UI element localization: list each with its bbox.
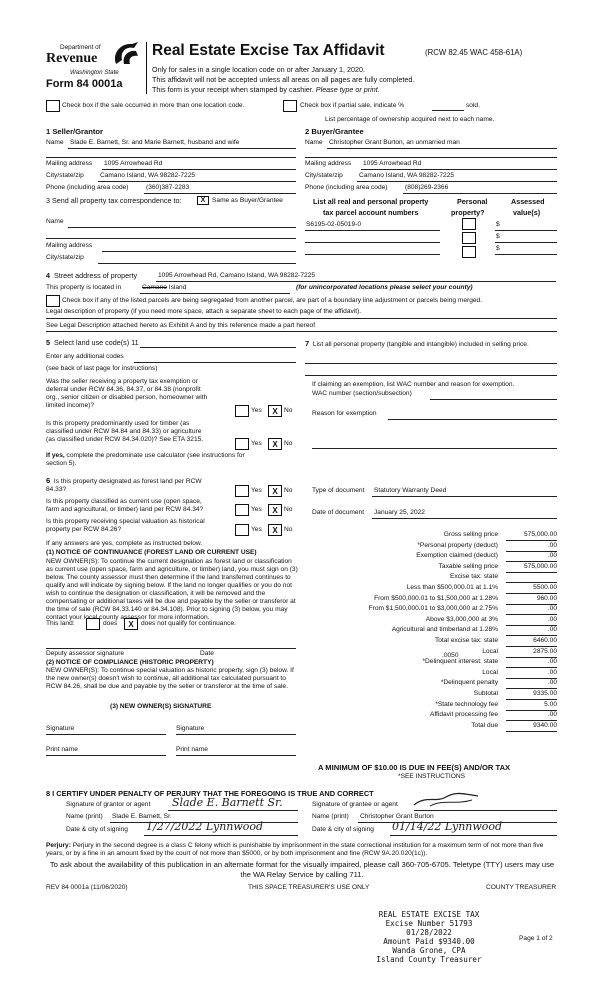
seller-mail-label: Mailing address — [46, 160, 93, 167]
seller-phone[interactable]: (360)387-2283 — [146, 184, 190, 191]
seller-name-label: Name — [46, 139, 64, 146]
grantor-name-label: Name (print) — [66, 813, 103, 820]
seller-name-line — [68, 148, 296, 149]
exemption-claim-note: If claiming an exemption, list WAC number and reason for exemption. — [312, 381, 515, 388]
section7-heading: 7 List all personal property (tangible and intangible) included in selling price. — [305, 339, 529, 348]
tax-row-label: Total due — [471, 721, 498, 729]
dept-line1: Department of — [60, 44, 101, 51]
personal-property-checkbox-2[interactable] — [462, 232, 476, 244]
same-as-buyer-checkbox[interactable]: X — [197, 196, 209, 205]
exemption-yes-label: Yes — [251, 407, 262, 414]
document-type-line — [372, 496, 557, 497]
document-date[interactable]: January 25, 2022 — [374, 509, 425, 516]
legal-description-label: Legal description of property (if you need more space, attach a separate sheet to each page of the affidavit). — [46, 308, 362, 315]
exemption-no-label: No — [284, 407, 293, 414]
exemption-question: Was the seller receiving a property tax exemption or deferral under RCW 84.36, 84.37, or 84.38 (nonprofit org., senior citizen or disabled person, homeowner with limited income)? — [46, 378, 208, 409]
tax-row-label: Above $3,000,000 at 3% — [425, 615, 498, 623]
forest-yes-checkbox[interactable] — [235, 485, 249, 497]
buyer-phone-line — [403, 193, 557, 194]
seller-mail[interactable]: 1095 Arrowhead Rd — [104, 160, 163, 167]
seller-city-label: City/state/zip — [46, 172, 84, 179]
tax-row-value[interactable]: .00 — [547, 626, 557, 634]
property-address[interactable]: 1095 Arrowhead Rd, Camano Island, WA 98282-7225 — [158, 272, 316, 279]
timber-no-checkbox[interactable]: X — [268, 438, 282, 450]
if-yes-note: If yes, complete the predominate use calculator (see instructions for — [46, 452, 245, 459]
legal-description-value[interactable]: See Legal Description attached hereto as Exhibit A and by this reference made a part hereof — [46, 322, 316, 329]
form-number: Form 84 0001a — [46, 78, 123, 90]
document-type[interactable]: Statutory Warranty Deed — [374, 487, 447, 494]
personal-property-checkbox-1[interactable] — [462, 218, 476, 230]
located-line — [140, 293, 290, 294]
personal-property-line-2[interactable] — [305, 375, 557, 376]
section5-heading: 5 Select land use code(s) 11 — [46, 338, 139, 347]
stamp-line: 01/28/2022 — [406, 928, 452, 937]
buyer-name[interactable]: Christopher Grant Burton, an unmarried man — [329, 139, 460, 146]
forest-land-question: 6 Is this property designated as forest land per RCW 84.33? — [46, 476, 202, 493]
owner-print-line-2[interactable] — [176, 755, 296, 756]
assessed-line-2[interactable] — [495, 242, 557, 243]
seller-name-line-2 — [46, 157, 296, 158]
notice-continuance-heading: (1) NOTICE OF CONTINUANCE (FOREST LAND OR CURRENT USE) — [46, 549, 257, 556]
assessed-line-3[interactable] — [495, 254, 557, 255]
tax-row-value[interactable]: .00 — [547, 605, 557, 613]
note-2: This affidavit will not be accepted unless all areas on all pages are fully completed. — [152, 75, 415, 84]
owner-signature-label-2: Signature — [176, 725, 205, 732]
tax-row-value[interactable]: 6460.00 — [533, 637, 557, 644]
multi-location-label: Check box if the sale occurred in more than one location code. — [62, 102, 245, 109]
located-value[interactable]: Camano Island — [142, 284, 187, 291]
seller-mail-line — [102, 169, 296, 170]
buyer-name-label: Name — [305, 139, 323, 146]
stamp-line: REAL ESTATE EXCISE TAX — [378, 910, 480, 919]
tax-row-label: Exemption claimed (deduct) — [416, 552, 498, 560]
segregated-checkbox[interactable] — [46, 295, 60, 307]
property-address-line — [156, 281, 556, 282]
land-does-label: does — [103, 620, 118, 627]
new-owner-signature-heading: (3) NEW OWNER(S) SIGNATURE — [110, 703, 212, 710]
assessed-dollar-1: $ — [496, 221, 500, 228]
tax-row-value[interactable]: 575,000.00 — [523, 531, 557, 538]
assessed-heading-1: Assessed — [511, 197, 545, 206]
parcel-line-3 — [305, 254, 440, 255]
same-as-buyer-label: Same as Buyer/Grantee — [212, 197, 283, 204]
personal-heading-1: Personal — [457, 197, 488, 206]
treasurer-stamp — [354, 910, 504, 964]
grantee-signature-line — [414, 810, 557, 811]
minimum-due-notice: A MINIMUM OF $10.00 IS DUE IN FEE(S) AND/OR TAX — [318, 763, 511, 772]
document-type-label: Type of document — [312, 487, 365, 494]
grantee-date-line — [390, 835, 557, 836]
forest-no-label: No — [284, 487, 293, 494]
grantor-name[interactable]: Slade E. Barnett, Sr. — [112, 813, 172, 820]
tax-row-label: Gross selling price — [443, 531, 498, 538]
tax-row-label: Local — [482, 668, 498, 676]
historic-no-label: No — [284, 526, 293, 533]
exemption-reason-label: Reason for exemption — [312, 410, 377, 417]
seller-city-line — [98, 181, 296, 182]
parcel-number[interactable]: S6195-02-05019-0 — [306, 221, 361, 228]
section3-city-label: City/state/zip — [46, 254, 84, 261]
stamp-line: Wanda Grone, CPA — [392, 946, 466, 955]
land-does-not-checkbox[interactable]: X — [124, 618, 138, 630]
current-use-no-checkbox[interactable]: X — [268, 504, 282, 516]
personal-property-line-1[interactable] — [305, 363, 557, 364]
dept-line2: Revenue — [46, 51, 98, 66]
tax-row-value[interactable]: 5500.00 — [533, 584, 557, 591]
timber-no-label: No — [284, 440, 293, 447]
owner-signature-line-1[interactable] — [46, 734, 166, 735]
historic-yes-checkbox[interactable] — [235, 524, 249, 536]
timber-yes-checkbox[interactable] — [235, 438, 249, 450]
header-divider — [146, 42, 147, 94]
seller-heading: 1 Seller/Grantor — [46, 127, 103, 136]
current-use-question: Is this property classified as current use (open space, farm and agricultural, or timber) land per RCW 84.34? — [46, 498, 204, 513]
buyer-mail-label: Mailing address — [305, 160, 352, 167]
stamp-line: Excise Number 51793 — [385, 919, 473, 928]
tax-row-value[interactable]: .00 — [547, 541, 557, 549]
tax-row-label: Affidavit processing fee — [429, 711, 498, 719]
historic-no-checkbox[interactable]: X — [268, 524, 282, 536]
tax-row-label: *Delinquent penalty — [440, 679, 498, 687]
buyer-phone-label: Phone (including area code) — [305, 184, 388, 191]
section3-name-line[interactable] — [68, 227, 296, 228]
wac-number-label: WAC number (section/subsection) — [312, 390, 412, 397]
tax-row-value[interactable]: 9340.00 — [533, 721, 557, 729]
buyer-name-line — [327, 148, 557, 149]
revenue-logo-icon — [110, 40, 142, 68]
exemption-no-checkbox[interactable]: X — [268, 405, 282, 417]
tax-row-value[interactable]: .00 — [547, 679, 557, 687]
notice-continuance-text: NEW OWNER(S): To continue the current designation as forest land or classification as current use (open space, farm and agriculture, or timber) land, you must sign on (3) below. The county assessor must then determine if the land transferred continues to qualify and will indicate by signing below. If the land no longer qualifies or you do not wish to continue the designation or classification, it will be removed and the compensating or additional taxes will be due and payable by the seller or transferor at the time of sale (RCW 84.33.140 or 84.34.108). Prior to signing (3) below, you may contact your local county assessor for more information. — [46, 558, 298, 621]
owner-signature-line-2[interactable] — [176, 734, 296, 735]
this-land-label: This land: — [46, 620, 75, 627]
tax-row-label: Agricultural and timberland at 1.28% — [391, 626, 498, 634]
historic-yes-label: Yes — [251, 526, 262, 533]
section3-name-label: Name — [46, 218, 64, 225]
partial-sale-label: Check box if partial sale, indicate % — [300, 102, 405, 109]
owner-print-label-2: Print name — [176, 746, 208, 753]
tax-row-label: Excise tax: state — [449, 573, 498, 581]
historic-question: Is this property receiving special valuation as historical property per RCW 84.26? — [46, 518, 205, 533]
section3-city-line[interactable] — [98, 263, 296, 264]
tax-row-value[interactable]: .00 — [547, 668, 557, 676]
additional-codes-label: Enter any additional codes — [46, 353, 124, 360]
assessed-line-1[interactable] — [495, 230, 557, 231]
tax-row-label: Less than $500,000.01 at 1.1% — [406, 584, 498, 591]
notice-compliance-text: NEW OWNER(S): To continue special valuation as historic property, sign (3) below. If the new owner(s) doesn't wish to continue, all additional tax calculated pursuant to RCW 84.26, shall be due and payable by the seller or transferor at the time of sale. — [46, 667, 294, 690]
deputy-signature-line[interactable] — [46, 648, 296, 649]
document-date-label: Date of document — [312, 509, 365, 516]
tax-row-value[interactable]: .00 — [547, 552, 557, 560]
buyer-heading: 2 Buyer/Grantee — [305, 127, 364, 136]
buyer-phone[interactable]: (808)269-2366 — [405, 184, 449, 191]
list-percentage-note: List percentage of ownership acquired next to each name. — [325, 116, 495, 123]
if-yes-note-2: section 5). — [46, 460, 77, 467]
partial-sale-checkbox[interactable] — [283, 100, 297, 112]
deputy-signature-label: Deputy assessor signature — [46, 650, 125, 657]
tax-row-value[interactable]: 575,000.00 — [523, 562, 557, 570]
stamp-line: Amount Paid $9340.00 — [383, 937, 475, 946]
parcel-line-2 — [305, 242, 440, 243]
seller-city[interactable]: Camano Island, WA 98282-7225 — [100, 172, 196, 179]
grantee-signature-label: Signature of grantee or agent — [312, 801, 398, 808]
seller-phone-label: Phone (including area code) — [46, 184, 129, 191]
located-label: This property is located in — [46, 284, 122, 291]
tax-row-value[interactable]: 2875.00 — [533, 647, 557, 655]
treasurer-use-only: THIS SPACE TREASURER'S USE ONLY — [248, 884, 370, 891]
tax-row-label: From $500,000.01 to $1,500,000 at 1.28% — [374, 594, 498, 602]
grantee-name-label: Name (print) — [312, 813, 349, 820]
grantor-signature-label: Signature of grantor or agent — [66, 801, 151, 808]
note-1: Only for sales in a single location code on or after January 1, 2020. — [152, 65, 365, 74]
tax-row-value[interactable]: .00 — [547, 658, 557, 666]
deputy-date-label: Date — [200, 650, 214, 657]
section3-heading: 3 Send all property tax correspondence to: — [46, 196, 182, 205]
unincorporated-note: (for unincorporated locations please select your county) — [296, 284, 473, 291]
grantor-date-city[interactable]: 1/27/2022 Lynnwood — [146, 820, 264, 833]
current-use-yes-checkbox[interactable] — [235, 504, 249, 516]
land-does-checkbox[interactable] — [86, 618, 100, 630]
seller-name[interactable]: Slade E. Barnett, Sr. and Marie Barnett, husband and wife — [70, 139, 240, 146]
tax-row-label: Subtotal — [473, 690, 498, 697]
owner-signature-label-1: Signature — [46, 725, 75, 732]
section4-heading: 4 Street address of property — [46, 271, 138, 280]
perjury-notice: Perjury: Perjury in the second degree is a class C felony which is punishable by imprisonment in the state correctional institution for a maximum term of not more than five years, or by a fine in an amount fixed by the court of not more than $5000, or by both imprisonment and fine (RCW 9A.20.020(1c)). — [46, 842, 544, 857]
document-date-line — [372, 518, 557, 519]
parcel-line-1 — [305, 230, 440, 231]
tax-row-value[interactable]: .00 — [547, 615, 557, 623]
tax-row-line — [506, 572, 557, 573]
timber-question: Is this property predominantly used for timber (as classified under RCW 84.84 and 84.33) or agriculture (as classified under RCW 84.34.020)? See ETA 3215. — [46, 420, 204, 443]
parcel-list-heading-1: List all real and personal property — [313, 197, 429, 206]
additional-codes-line[interactable] — [134, 362, 296, 363]
current-use-no-label: No — [284, 506, 293, 513]
timber-yes-label: Yes — [251, 440, 262, 447]
section3-name-line-2[interactable] — [46, 238, 296, 239]
tax-row-label: *Delinquent interest: state — [422, 658, 498, 666]
tax-row-line — [506, 731, 557, 732]
county-treasurer: COUNTY TREASURER — [486, 884, 557, 891]
tax-row-value[interactable]: .00 — [547, 711, 557, 719]
alt-format-notice: To ask about the availability of this publication in an alternate format for the visually impaired, please call 360-705-6705. Teletype (TTY) users may use the WA Relay Service by calling 711. — [49, 860, 555, 879]
tax-row-label: Total excise tax: state — [434, 637, 498, 644]
grantee-date-city[interactable]: 01/14/22 Lynnwood — [392, 820, 503, 833]
segregated-label: Check box if any of the listed parcels are being segregated from another parcel, are part of a boundary line adjustment or parcels being merged. — [62, 297, 483, 304]
tax-row-label: *State technology fee — [435, 700, 498, 708]
legal-line-1 — [46, 318, 557, 319]
exemption-reason-line-2[interactable] — [312, 448, 557, 449]
dept-line3: Washington State — [70, 69, 119, 76]
page-title: Real Estate Excise Tax Affidavit — [152, 42, 385, 59]
section3-mail-line[interactable] — [102, 251, 296, 252]
seller-phone-line — [144, 193, 296, 194]
local-rate: .0050 — [442, 652, 459, 659]
tax-row-value[interactable]: 5.00 — [544, 700, 557, 708]
tax-row-value[interactable]: 960.00 — [536, 594, 557, 602]
section3-mail-label: Mailing address — [46, 242, 93, 249]
legal-line-2 — [46, 331, 557, 332]
stamp-line: Island County Treasurer — [376, 955, 482, 964]
parcel-list-heading-2: tax parcel account numbers — [323, 208, 419, 217]
grantor-signature[interactable]: Slade E. Barnett Sr. — [172, 796, 283, 809]
tax-row-label: *Personal property (deduct) — [417, 541, 498, 549]
owner-print-label-1: Print name — [46, 746, 78, 753]
grantee-name[interactable]: Christopher Grant Burton — [360, 813, 434, 820]
title-ref: (RCW 82.45 WAC 458-61A) — [425, 48, 523, 57]
forest-yes-label: Yes — [251, 487, 262, 494]
forest-no-checkbox[interactable]: X — [268, 485, 282, 497]
revision-number: REV 84 0001a (11/06/2020) — [46, 884, 128, 891]
buyer-mail[interactable]: 1095 Arrowhead Rd — [363, 160, 422, 167]
owner-print-line-1[interactable] — [46, 755, 166, 756]
wac-number-line[interactable] — [430, 399, 557, 400]
notice-compliance-heading: (2) NOTICE OF COMPLIANCE (HISTORIC PROPERTY) — [46, 659, 214, 666]
certify-heading: 8 I CERTIFY UNDER PENALTY OF PERJURY THAT THE FOREGOING IS TRUE AND CORRECT — [46, 789, 374, 798]
multi-location-checkbox[interactable] — [46, 100, 60, 112]
see-instructions: *SEE INSTRUCTIONS — [398, 773, 466, 780]
assessed-heading-2: value(s) — [513, 208, 541, 217]
grantor-signature-line — [168, 810, 298, 811]
tax-row-value[interactable]: 9335.00 — [533, 690, 557, 697]
see-back-note: (see back of last page for instructions) — [46, 365, 158, 372]
if-any-yes-note: If any answers are yes, complete as instructed below. — [46, 540, 203, 547]
partial-sale-sold: sold. — [466, 102, 480, 109]
land-does-not-label: does not qualify for continuance. — [141, 620, 236, 627]
page-number: Page 1 of 2 — [519, 935, 553, 942]
buyer-city-line — [357, 181, 557, 182]
grantee-signature[interactable] — [412, 791, 482, 809]
buyer-city-label: City/state/zip — [305, 172, 343, 179]
land-use-line — [140, 347, 296, 348]
tax-row-label: From $1,500,000.01 to $3,000,000 at 2.75% — [368, 605, 498, 613]
assessed-dollar-2: $ — [496, 233, 500, 240]
grantor-date-line — [144, 835, 298, 836]
tax-row-label: Local — [482, 647, 498, 655]
partial-sale-pct-line[interactable] — [432, 110, 464, 111]
note-3: This form is your receipt when stamped by cashier. Please type or print. — [152, 85, 380, 94]
assessed-dollar-3: $ — [496, 245, 500, 252]
exemption-reason-line[interactable] — [388, 419, 557, 420]
exemption-yes-checkbox[interactable] — [235, 405, 249, 417]
grantor-date-label: Date & city of signing — [66, 826, 128, 833]
grantee-date-label: Date & city of signing — [312, 826, 374, 833]
tax-row-label: Taxable selling price — [438, 562, 498, 570]
personal-property-checkbox-3[interactable] — [462, 246, 476, 258]
personal-heading-2: property? — [451, 208, 485, 217]
current-use-yes-label: Yes — [251, 506, 262, 513]
buyer-city[interactable]: Camano Island, WA 98282-7225 — [359, 172, 455, 179]
buyer-name-line-2 — [305, 157, 557, 158]
buyer-mail-line — [361, 169, 557, 170]
